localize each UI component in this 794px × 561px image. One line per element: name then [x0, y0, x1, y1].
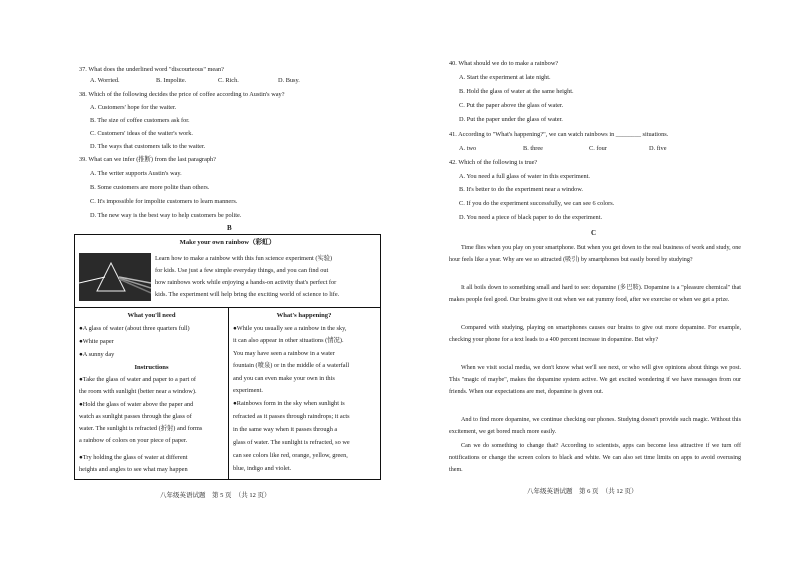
right-page-footer: 八年级英语试题 第 6 页 （共 12 页）	[527, 488, 638, 495]
happening-heading: What's happening?	[276, 312, 332, 319]
passage-c-paragraph-3: Compared with studying, playing on smartphones causes our brains to give out more dopamine. For example, checking your phone for a text leads to a 400 percent increase in dopamine. But why?	[449, 325, 741, 343]
box-intro-line-2: for kids. Use just a few simple everyday things, and you can find out	[155, 267, 329, 274]
passage-c-paragraph-1: Time flies when you play on your smartphone. But when you get down to the real business of work and study, one hour feels like a year. Why are we so attracted (吸引) by smartphones but easily bored by studying?	[449, 245, 741, 263]
left-page-footer: 八年级英语试题 第 5 页 （共 12 页）	[160, 492, 271, 499]
need-item-3: ●A sunny day	[79, 351, 115, 358]
q38-option-a: A. Customers' hope for the waiter.	[90, 104, 177, 111]
instr-line-4: watch as sunlight passes through the glass of	[79, 413, 192, 420]
instr-line-7: ●Try holding the glass of water at different	[79, 454, 188, 461]
q42-option-a: A. You need a full glass of water in this experiment.	[459, 173, 590, 180]
q40-option-d: D. Put the paper under the glass of water.	[459, 116, 563, 123]
instr-line-8: heights and angles to see what may happen	[79, 466, 188, 473]
q42-option-b: B. It's better to do the experiment near a window.	[459, 186, 584, 193]
q42-stem: 42. Which of the following is true?	[449, 159, 538, 166]
q41-options	[459, 145, 739, 153]
q39-option-a: A. The writer supports Austin's way.	[90, 170, 182, 177]
q37-options	[90, 77, 370, 85]
q42-option-c: C. If you do the experiment successfully, we can see 6 colors.	[459, 200, 615, 207]
instr-line-5: water. The sunlight is refracted (折射) and forms	[79, 425, 203, 432]
box-column-divider	[228, 307, 229, 479]
section-c-heading: C	[591, 229, 597, 237]
instr-line-3: ●Hold the glass of water above the paper and	[79, 401, 194, 408]
box-intro-line-1: Learn how to make a rainbow with this fun science experiment (实验)	[155, 255, 333, 262]
q40-option-c: C. Put the paper above the glass of water.	[459, 102, 564, 109]
happening-line-8: refracted as it passes through raindrops; it acts	[233, 413, 350, 420]
q38-stem: 38. Which of the following decides the price of coffee according to Austin's way?	[79, 91, 285, 98]
q41-option-a: A. two	[459, 145, 477, 152]
right-page	[397, 0, 794, 561]
happening-line-7: ●Rainbows form in the sky when sunlight is	[233, 400, 345, 407]
box-intro-line-4: kids. The experiment will help bring the exciting world of science to life.	[155, 291, 340, 298]
passage-c-paragraph-5: And to find more dopamine, we continue checking our phones. Studying doesn't provide such magic. Without this excitement, we get bored much more easily.	[449, 417, 741, 435]
passage-c-paragraph-2: It all boils down to something small and hard to see: dopamine (多巴胺). Dopamine is a "pleasure chemical" that makes people feel good. Our brains give it out when we eat yummy food, after we exercise or when we get a prize.	[449, 285, 741, 303]
box-intro-line-3: how rainbows work while enjoying a hands-on activity that's perfect for	[155, 279, 337, 286]
happening-line-5: and you can even make your own in this	[233, 375, 335, 382]
happening-line-9: in the same way when it passes through a	[233, 426, 338, 433]
instr-line-2: the room with sunlight (better near a window).	[79, 388, 197, 395]
q41-option-c: C. four	[589, 145, 607, 152]
q37-option-b: B. Impolite.	[156, 77, 187, 84]
happening-line-3: You may have seen a rainbow in a water	[233, 350, 335, 357]
need-item-1: ●A glass of water (about three quarters full)	[79, 325, 190, 332]
q38-option-c: C. Customers' ideas of the waiter's work.	[90, 130, 194, 137]
happening-line-11: can see colors like red, orange, yellow, green,	[233, 452, 348, 459]
instr-line-6: a rainbow of colors on your piece of paper.	[79, 437, 188, 444]
q37-option-c: C. Rich.	[218, 77, 239, 84]
q39-stem: 39. What can we infer (推断) from the last paragraph?	[79, 156, 216, 163]
q37-stem: 37. What does the underlined word "discourteous" mean?	[79, 66, 224, 73]
q37-option-d: D. Busy.	[278, 77, 300, 84]
happening-line-12: blue, indigo and violet.	[233, 465, 292, 472]
happening-line-1: ●While you usually see a rainbow in the sky,	[233, 325, 347, 332]
need-item-2: ●White paper	[79, 338, 114, 345]
q42-option-d: D. You need a piece of black paper to do the experiment.	[459, 214, 603, 221]
q40-option-b: B. Hold the glass of water at the same height.	[459, 88, 574, 95]
instr-line-1: ●Take the glass of water and paper to a part of	[79, 376, 197, 383]
q38-option-b: B. The size of coffee customers ask for.	[90, 117, 190, 124]
q39-option-b: B. Some customers are more polite than others.	[90, 184, 210, 191]
need-heading: What you'll need	[127, 312, 176, 319]
instructions-heading: Instructions	[134, 364, 169, 371]
q38-option-d: D. The ways that customers talk to the waiter.	[90, 143, 206, 150]
happening-line-6: experiment.	[233, 387, 263, 394]
q39-option-d: D. The new way is the best way to help customers be polite.	[90, 212, 242, 219]
rainbow-passage-box	[74, 234, 381, 480]
happening-line-4: fountain (喷泉) or in the middle of a waterfall	[233, 362, 350, 369]
q39-option-c: C. It's impossible for impolite customers to learn manners.	[90, 198, 238, 205]
q40-stem: 40. What should we do to make a rainbow?	[449, 60, 559, 67]
box-title: Make your own rainbow（彩虹）	[179, 239, 276, 246]
passage-c-paragraph-6: Can we do something to change that? According to scientists, apps can become less attractive if we turn off notifications or change the screen colors to black and white. We can also set time limits on apps to avoid overusing them.	[449, 443, 741, 473]
q41-stem: 41. According to "What's happening?", we can watch rainbows in ________ situations.	[449, 131, 669, 138]
passage-c-paragraph-4: When we visit social media, we don't know what we'll see next, or who will give opinions about things we post. This "magic of maybe", makes the dopamine system active. We get excited wondering if we have messages from our friends. When our expectations are met, dopamine is given out.	[449, 365, 741, 395]
happening-line-2: it can also appear in other situations (情况).	[233, 337, 344, 344]
prism-image	[79, 253, 151, 301]
q41-option-b: B. three	[523, 145, 543, 152]
section-b-heading: B	[227, 224, 232, 232]
q40-option-a: A. Start the experiment at late night.	[459, 74, 551, 81]
q41-option-d: D. five	[649, 145, 667, 152]
q37-option-a: A. Worried.	[90, 77, 120, 84]
happening-line-10: glass of water. The sunlight is refracted, so we	[233, 439, 350, 446]
